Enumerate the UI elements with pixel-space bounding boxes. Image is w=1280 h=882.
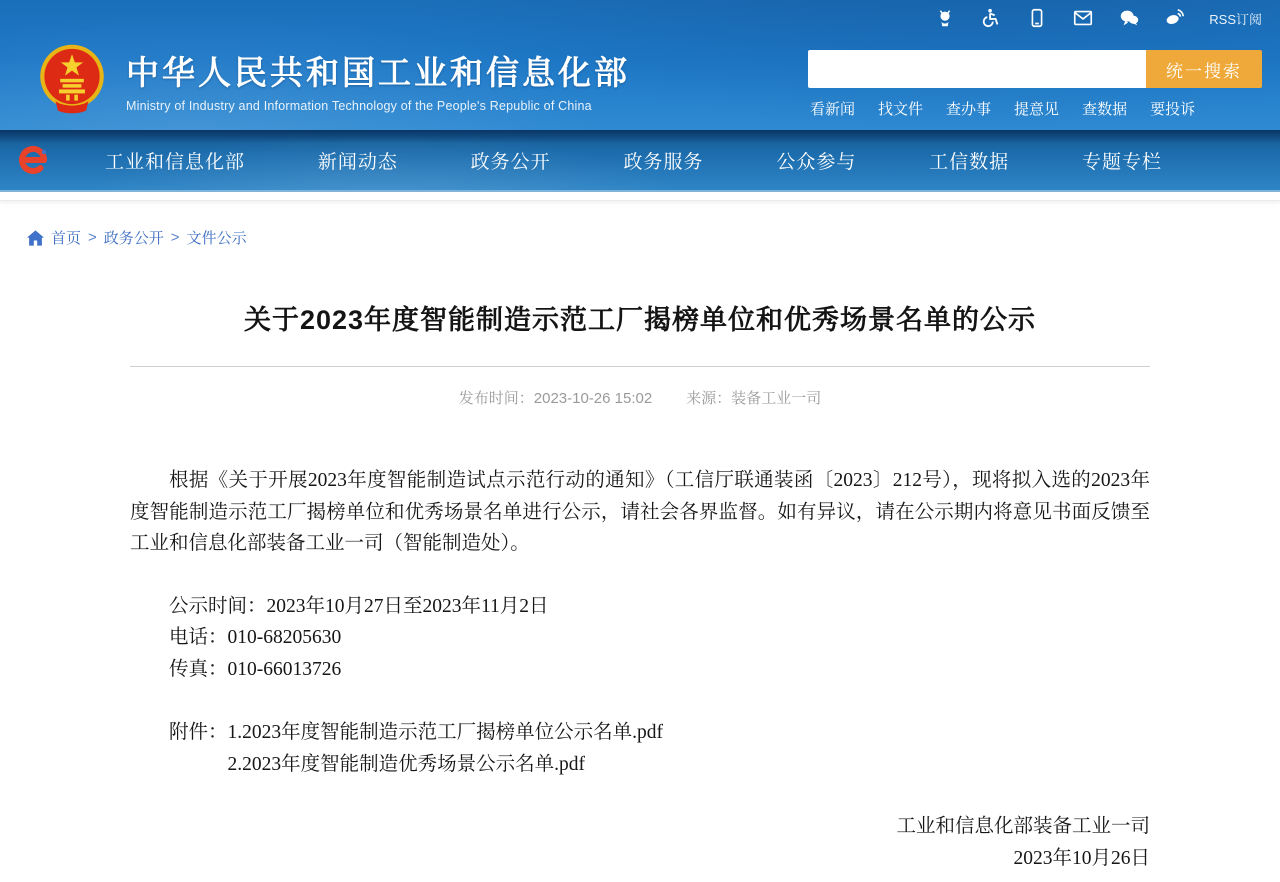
quick-link-feedback[interactable]: 提意见 <box>1014 101 1060 118</box>
site-brand <box>34 40 630 120</box>
publish-time-label: 发布时间： <box>458 390 534 407</box>
mascot-icon[interactable] <box>933 6 957 30</box>
national-emblem-logo <box>34 40 110 120</box>
notice-period: 公示时间：2023年10月27日至2023年11月2日 <box>169 595 549 617</box>
publish-time: 2023-10-26 15:02 <box>533 390 653 407</box>
unified-search-button[interactable]: 统一搜索 <box>1146 50 1262 88</box>
article-title: 关于2023年度智能制造示范工厂揭榜单位和优秀场景名单的公示 <box>243 305 1037 335</box>
signature-date: 2023年10月26日 <box>1013 848 1150 869</box>
quick-link-services[interactable]: 查办事 <box>946 101 992 118</box>
nav-item-gov-services[interactable]: 政务服务 <box>623 151 704 173</box>
attachment-link-1[interactable]: 1.2023年度智能制造示范工厂揭榜单位公示名单.pdf <box>227 722 664 743</box>
signature-department: 工业和信息化部装备工业一司 <box>896 816 1150 837</box>
breadcrumb <box>0 201 1280 248</box>
breadcrumb-current[interactable]: 文件公示 <box>186 230 247 247</box>
nav-item-special-columns[interactable]: 专题专栏 <box>1081 151 1162 173</box>
breadcrumb-gov-disclosure[interactable]: 政务公开 <box>103 230 164 247</box>
title-divider <box>130 366 1150 367</box>
quick-link-complaint[interactable]: 要投诉 <box>1150 101 1196 118</box>
search-input[interactable] <box>808 50 1146 88</box>
attachments-block <box>130 717 1150 780</box>
contact-info-block <box>130 591 1150 686</box>
article-paragraph: 根据《关于开展2023年度智能制造试点示范行动的通知》（工信厅联通装函〔2023〕212号），现将拟入选的2023年度智能制造示范工厂揭榜单位和优秀场景名单进行公示，请社会各界监督。如有异议，请在公示期内将意见书面反馈至工业和信息化部装备工业一司（智能制造处）。 <box>130 470 1150 554</box>
weibo-icon[interactable] <box>1163 6 1187 30</box>
site-subtitle: Ministry of Industry and Information Technology of the People's Republic of China <box>126 99 592 113</box>
attachments-label: 附件： <box>169 722 228 743</box>
mobile-icon[interactable] <box>1025 6 1049 30</box>
breadcrumb-separator: > <box>88 229 97 246</box>
source-value: 装备工业一司 <box>731 390 822 407</box>
rss-subscribe-link[interactable]: RSS订阅 <box>1209 11 1262 27</box>
search-area <box>808 40 1262 120</box>
quick-link-data[interactable]: 查数据 <box>1082 101 1128 118</box>
breadcrumb-home[interactable]: 首页 <box>51 230 82 247</box>
mail-icon[interactable] <box>1071 6 1095 30</box>
nav-item-miit-data[interactable]: 工信数据 <box>929 151 1010 173</box>
article <box>130 298 1150 875</box>
wechat-icon[interactable] <box>1117 6 1141 30</box>
main-navigation <box>0 130 1280 192</box>
nav-item-gov-disclosure[interactable]: 政务公开 <box>470 151 551 173</box>
site-header <box>0 0 1280 130</box>
article-meta <box>130 387 1150 408</box>
source-label: 来源： <box>686 390 732 407</box>
attachment-link-2[interactable]: 2.2023年度智能制造优秀场景公示名单.pdf <box>227 753 586 775</box>
search-quick-links <box>808 98 1262 119</box>
breadcrumb-separator: > <box>170 229 180 246</box>
page-content <box>0 192 1280 875</box>
header-main <box>0 36 1280 120</box>
phone-line: 电话：010-68205630 <box>169 627 342 648</box>
nav-item-miit[interactable]: 工业和信息化部 <box>105 151 246 173</box>
accessibility-icon[interactable] <box>979 6 1003 30</box>
quick-link-news[interactable]: 看新闻 <box>810 101 856 118</box>
utility-bar <box>0 0 1280 36</box>
signature-block <box>130 811 1150 875</box>
nav-item-news[interactable]: 新闻动态 <box>317 151 398 173</box>
site-title: 中华人民共和国工业和信息化部 <box>126 54 630 91</box>
nav-item-public-participation[interactable]: 公众参与 <box>776 151 857 173</box>
content-top-divider <box>0 192 1280 201</box>
quick-link-files[interactable]: 找文件 <box>878 101 924 118</box>
miit-e-logo-icon <box>16 143 50 177</box>
fax-line: 传真：010-66013726 <box>169 658 342 680</box>
home-icon[interactable] <box>27 230 44 246</box>
